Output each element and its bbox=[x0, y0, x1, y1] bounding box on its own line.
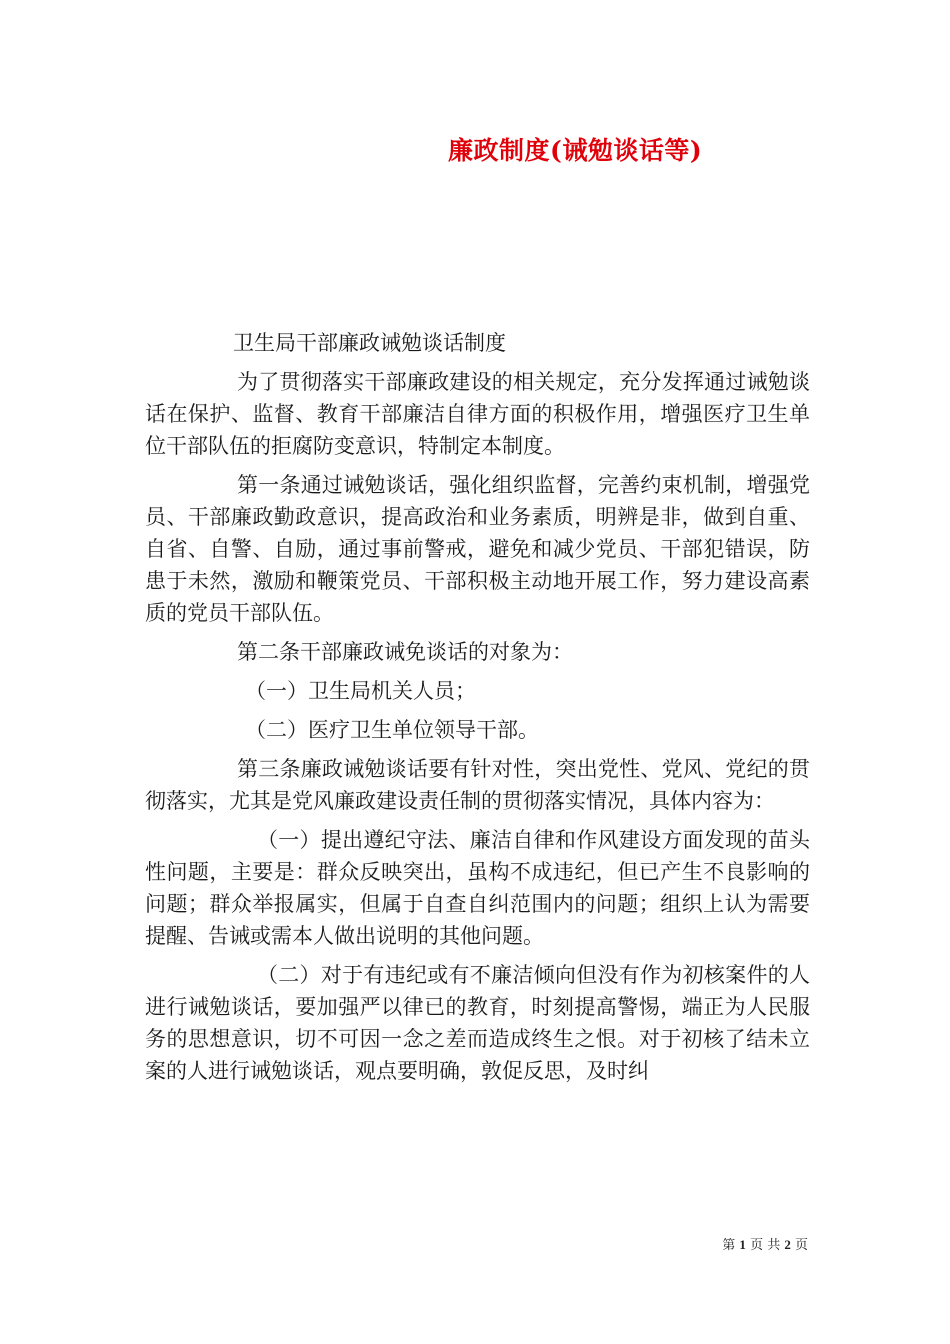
list-item-2-1: （一）卫生局机关人员； bbox=[245, 679, 476, 703]
page-label-prefix: 第 bbox=[722, 1238, 736, 1253]
page-label-suffix: 页 bbox=[794, 1238, 808, 1253]
list-item-3-1: （一）提出遵纪守法、廉洁自律和作风建设方面发现的苗头性问题，主要是：群众反映突出，虽构不成违纪，但已产生不良影响的问题；群众举报属实，但属于自查自纠范围内的问题；组织上认为需要提醒、告诫或需本人做出说明的其他问题。 bbox=[145, 828, 810, 948]
paragraph-intro: 为了贯彻落实干部廉政建设的相关规定，充分发挥通过诫勉谈话在保护、监督、教育干部廉洁自律方面的积极作用，增强医疗卫生单位干部队伍的拒腐防变意识，特制定本制度。 bbox=[145, 370, 810, 458]
document-title: 廉政制度(诫勉谈话等) bbox=[448, 136, 703, 165]
paragraph-article-1: 第一条通过诫勉谈话，强化组织监督，完善约束机制，增强党员、干部廉政勤政意识，提高政治和业务素质，明辨是非，做到自重、自省、自警、自励，通过事前警戒，避免和减少党员、干部犯错误，防患于未然，激励和鞭策党员、干部积极主动地开展工作，努力建设高素质的党员干部队伍。 bbox=[145, 473, 810, 625]
page-total: 2 bbox=[784, 1237, 791, 1252]
list-item-3-2: （二）对于有违纪或有不廉洁倾向但没有作为初核案件的人进行诫勉谈话，要加强严以律已的教育，时刻提高警惕，端正为人民服务的思想意识，切不可因一念之差而造成终生之恨。对于初核了结未立案的人进行诫勉谈话，观点要明确，敦促反思，及时纠 bbox=[145, 963, 810, 1083]
paragraph-article-3: 第三条廉政诫勉谈话要有针对性，突出党性、党风、党纪的贯彻落实，尤其是党风廉政建设责任制的贯彻落实情况，具体内容为： bbox=[145, 757, 810, 813]
list-item-2-2: （二）医疗卫生单位领导干部。 bbox=[245, 718, 539, 742]
page-current: 1 bbox=[739, 1237, 746, 1252]
document-subtitle: 卫生局干部廉政诫勉谈话制度 bbox=[233, 331, 506, 355]
page-label-middle: 页 共 bbox=[750, 1238, 781, 1253]
document-body bbox=[145, 327, 810, 1094]
paragraph-article-2: 第二条干部廉政诫免谈话的对象为： bbox=[237, 640, 573, 664]
page-footer bbox=[722, 1234, 808, 1253]
